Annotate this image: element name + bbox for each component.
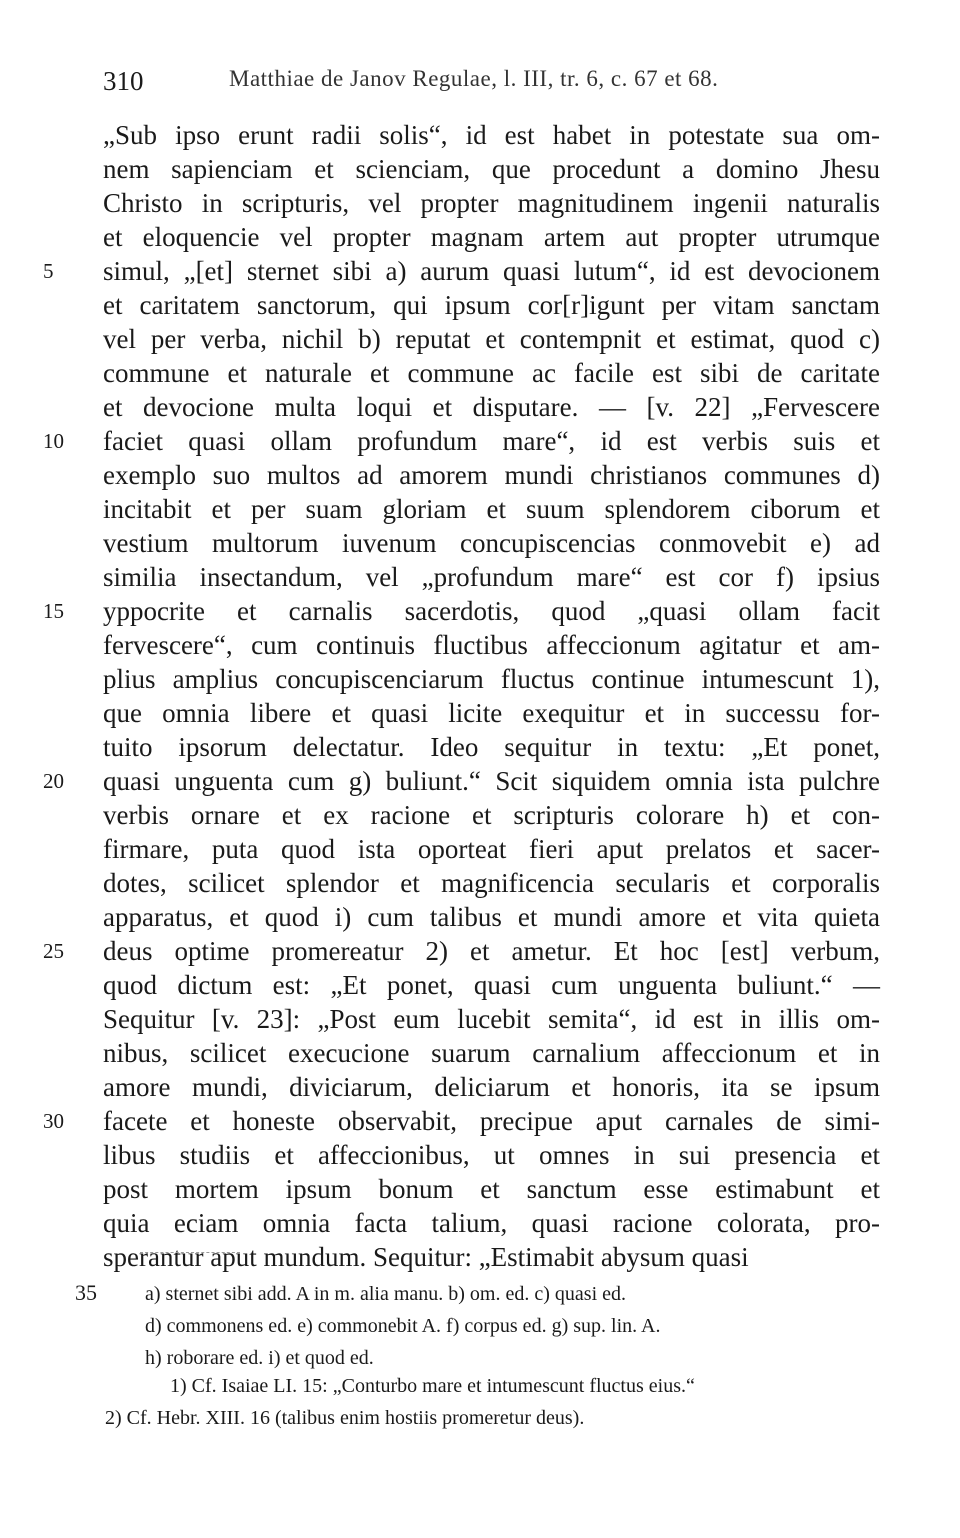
line-text: Sequitur [v. 23]: „Post eum lucebit semita“, id est in illis om- [103, 1004, 880, 1034]
text-line [103, 152, 880, 186]
text-line [103, 900, 880, 934]
text-line [103, 662, 880, 696]
line-text: vestium multorum iuvenum concupiscencias conmovebit e) ad [103, 528, 880, 558]
line-text: que omnia libere et quasi licite exequitur et in successu for- [103, 698, 880, 728]
line-text: quod dictum est: „Et ponet, quasi cum unguenta buliunt.“ — [103, 970, 880, 1000]
footnote-1: 1) Cf. Isaiae LI. 15: „Conturbo mare et intumescunt fluctus eius.“ [170, 1375, 695, 1397]
text-line [43, 424, 880, 458]
line-text: facete et honeste observabit, precipue aput carnales de simi- [103, 1106, 880, 1136]
text-line [103, 968, 880, 1002]
text-line [103, 220, 880, 254]
line-text: faciet quasi ollam profundum mare“, id est verbis suis et [103, 426, 880, 456]
text-line [103, 1070, 880, 1104]
text-line [103, 560, 880, 594]
text-line [43, 764, 880, 798]
text-line [103, 832, 880, 866]
text-line [103, 492, 880, 526]
text-line [43, 934, 880, 968]
line-number: 5 [43, 259, 54, 283]
line-number: 30 [43, 1109, 64, 1133]
text-line [103, 1036, 880, 1070]
line-text: et eloquencie vel propter magnam artem aut propter utrumque [103, 222, 880, 252]
line-text: quasi unguenta cum g) buliunt.“ Scit siquidem omnia ista pulchre [103, 766, 880, 796]
line-text: quia eciam omnia facta talium, quasi racione colorata, pro- [103, 1208, 880, 1238]
line-text: simul, „[et] sternet sibi a) aurum quasi lutum“, id est devocionem [103, 256, 880, 286]
line-number: 15 [43, 599, 64, 623]
line-text: vel per verba, nichil b) reputat et contempnit et estimat, quod c) [103, 324, 880, 354]
line-number: 25 [43, 939, 64, 963]
footnote-separator [140, 1252, 240, 1253]
apparatus-line: d) commonens ed. e) commonebit A. f) corpus ed. g) sup. lin. A. [145, 1315, 661, 1337]
line-text: post mortem ipsum bonum et sanctum esse estimabunt et [103, 1174, 880, 1204]
footnotes [105, 1370, 930, 1434]
main-text [43, 118, 880, 1274]
text-line [103, 118, 880, 152]
line-text: nem sapienciam et scienciam, que procedunt a domino Jhesu [103, 154, 880, 184]
text-line [103, 458, 880, 492]
text-line [103, 1138, 880, 1172]
line-text: similia insectandum, vel „profundum mare“ est cor f) ipsius [103, 562, 880, 592]
critical-apparatus [75, 1278, 885, 1374]
line-text: tuito ipsorum delectatur. Ideo sequitur in textu: „Et ponet, [103, 732, 880, 762]
text-line [43, 1104, 880, 1138]
text-line [103, 1206, 880, 1240]
line-number: 20 [43, 769, 64, 793]
line-text: dotes, scilicet splendor et magnificencia secularis et corporalis [103, 868, 880, 898]
text-line [103, 288, 880, 322]
line-text: „Sub ipso erunt radii solis“, id est habet in potestate sua om- [103, 120, 880, 150]
line-text: commune et naturale et commune ac facile est sibi de caritate [103, 358, 880, 388]
line-text: exemplo suo multos ad amorem mundi christianos communes d) [103, 460, 880, 490]
line-text: sperantur aput mundum. Sequitur: „Estimabit abysum quasi [103, 1242, 749, 1272]
footnote-2: 2) Cf. Hebr. XIII. 16 (talibus enim hostiis promeretur deus). [105, 1407, 585, 1429]
line-number: 10 [43, 429, 64, 453]
line-text: firmare, puta quod ista oporteat fieri aput prelatos et sacer- [103, 834, 880, 864]
line-text: apparatus, et quod i) cum talibus et mundi amore et vita quieta [103, 902, 880, 932]
text-line [43, 594, 880, 628]
apparatus-line-number: 35 [75, 1280, 97, 1305]
line-text: nibus, scilicet execucione suarum carnalium affeccionum et in [103, 1038, 880, 1068]
text-line [43, 254, 880, 288]
apparatus-line: h) roborare ed. i) et quod ed. [145, 1347, 374, 1369]
line-text: Christo in scripturis, vel propter magnitudinem ingenii naturalis [103, 188, 880, 218]
text-line [103, 696, 880, 730]
page-header [103, 60, 883, 100]
page-number: 310 [103, 66, 144, 96]
text-line [103, 526, 880, 560]
text-line [103, 866, 880, 900]
line-text: deus optime promereatur 2) et ametur. Et hoc [est] verbum, [103, 936, 880, 966]
line-text: incitabit et per suam gloriam et suum splendorem ciborum et [103, 494, 880, 524]
running-title: Matthiae de Janov Regulae, l. III, tr. 6, c. 67 et 68. [229, 66, 719, 91]
text-line [103, 798, 880, 832]
text-line [103, 1002, 880, 1036]
line-text: amore mundi, diviciarum, deliciarum et honoris, ita se ipsum [103, 1072, 880, 1102]
text-line [103, 356, 880, 390]
text-line [103, 186, 880, 220]
line-text: fervescere“, cum continuis fluctibus affeccionum agitatur et am- [103, 630, 880, 660]
line-text: verbis ornare et ex racione et scripturis colorare h) et con- [103, 800, 880, 830]
text-line [103, 322, 880, 356]
line-text: libus studiis et affeccionibus, ut omnes in sui presencia et [103, 1140, 880, 1170]
text-line [103, 1172, 880, 1206]
text-line [103, 390, 880, 424]
apparatus-line: a) sternet sibi add. A in m. alia manu. b) om. ed. c) quasi ed. [145, 1283, 626, 1305]
text-line [103, 628, 880, 662]
line-text: yppocrite et carnalis sacerdotis, quod „quasi ollam facit [103, 596, 880, 626]
line-text: et devocione multa loqui et disputare. — [v. 22] „Fervescere [103, 392, 880, 422]
text-line [103, 730, 880, 764]
line-text: plius amplius concupiscenciarum fluctus continue intumescunt 1), [103, 664, 880, 694]
line-text: et caritatem sanctorum, qui ipsum cor[r]igunt per vitam sanctam [103, 290, 880, 320]
text-line [103, 1240, 880, 1274]
